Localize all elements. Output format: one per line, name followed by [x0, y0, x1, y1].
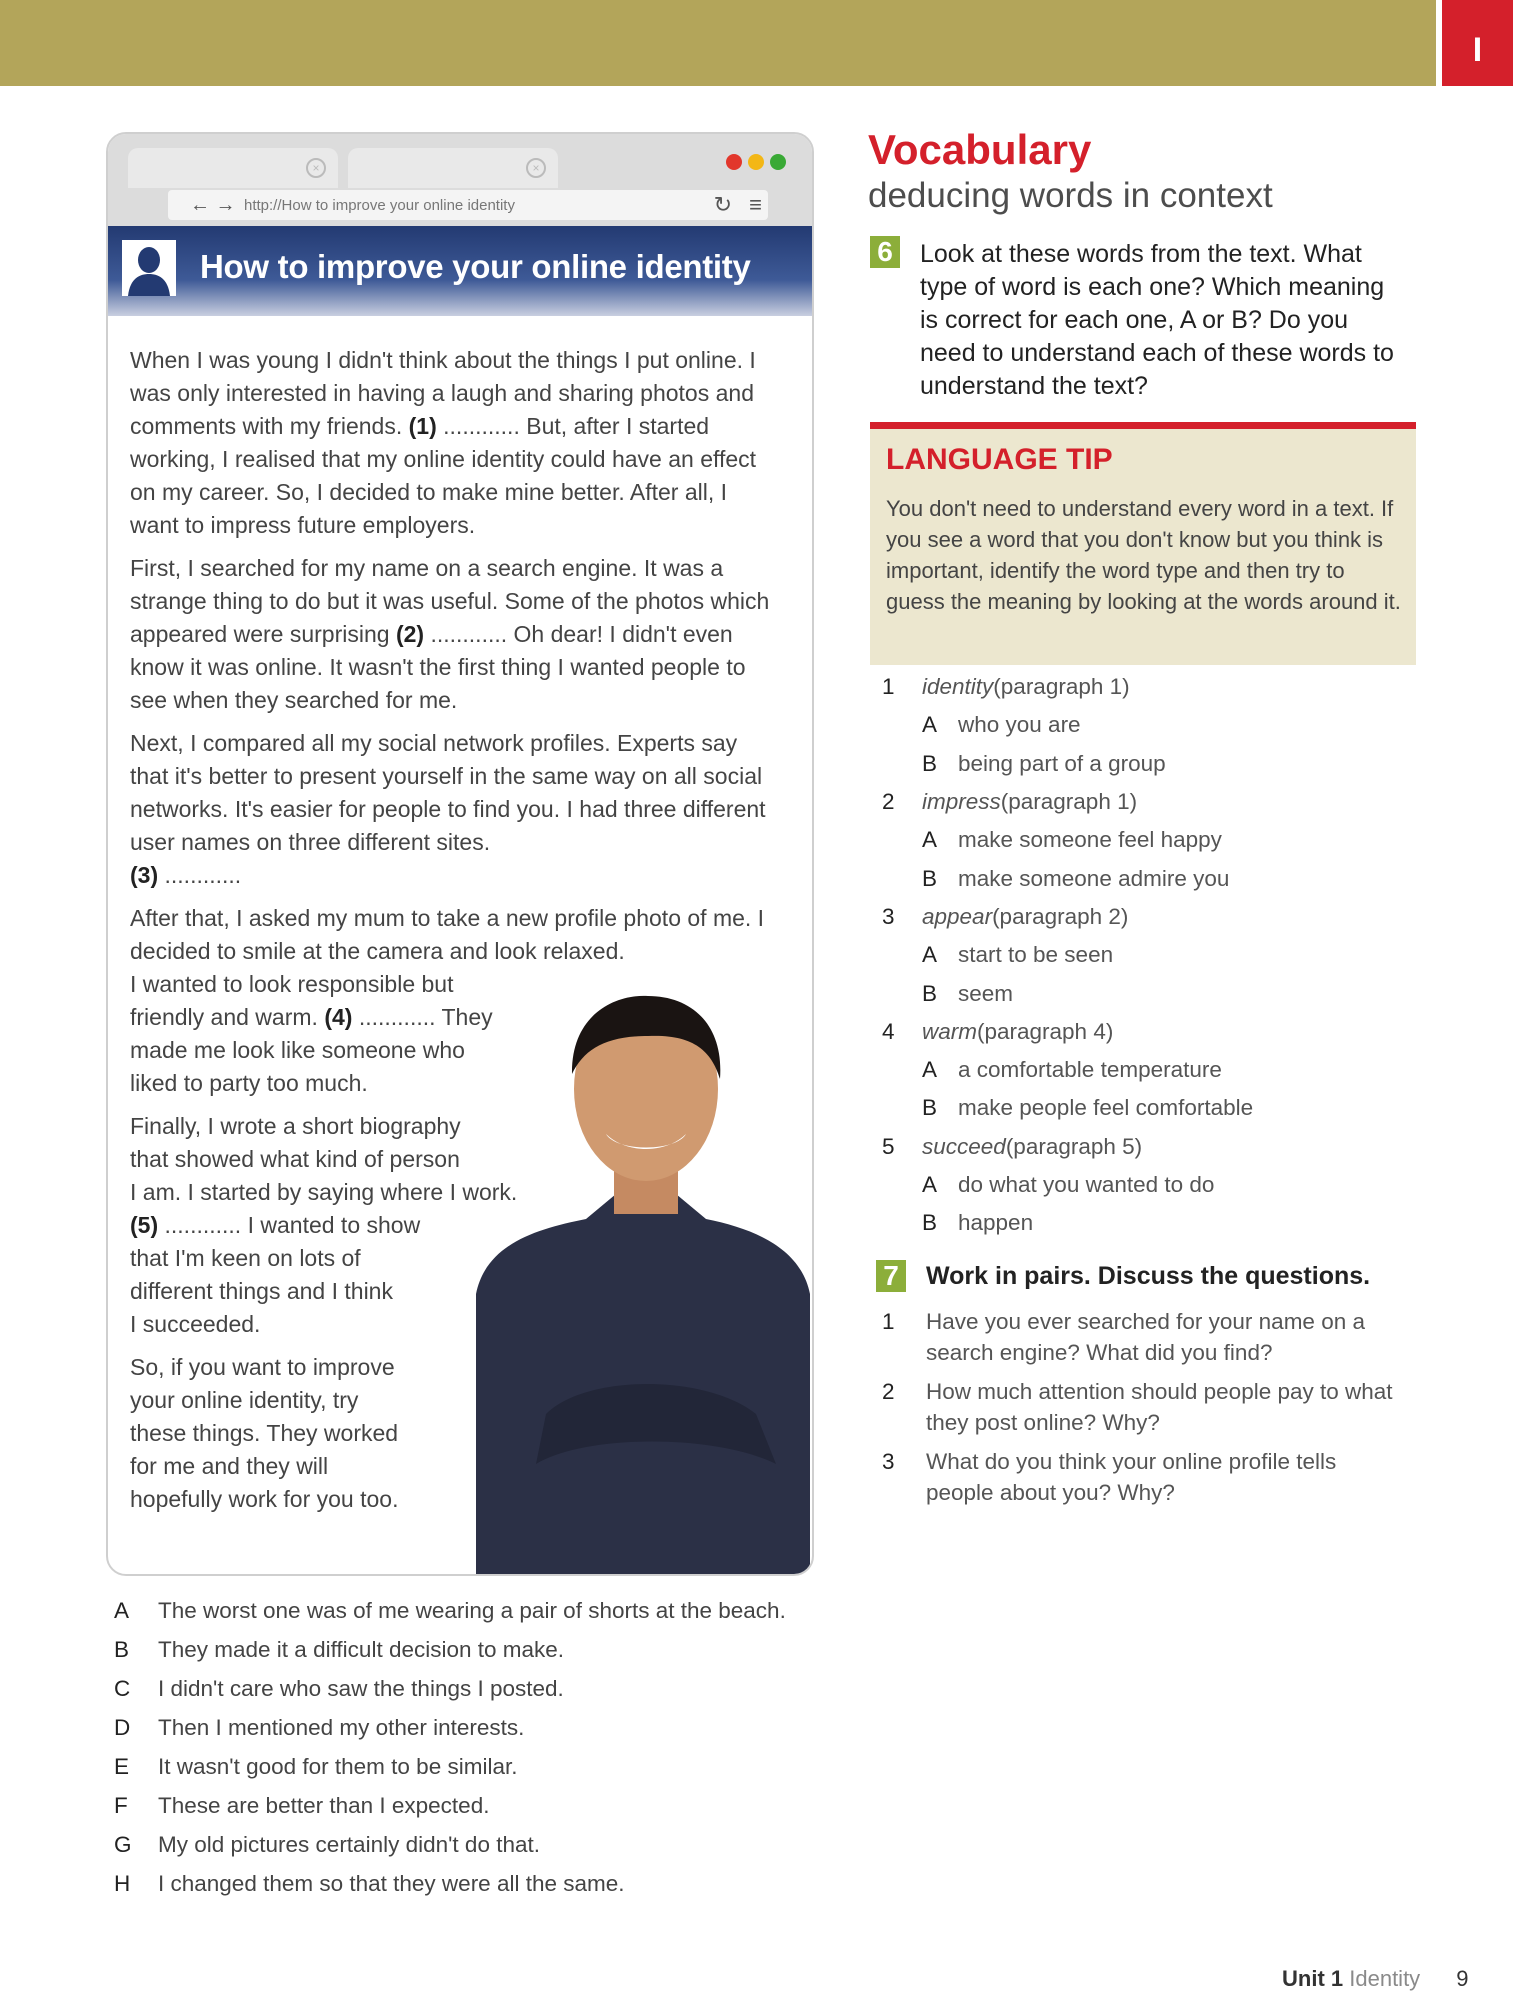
list-item: A The worst one was of me wearing a pair of shorts at the beach. [114, 1598, 786, 1623]
window-close-dot[interactable] [726, 154, 742, 170]
language-tip-box [870, 422, 1416, 665]
paragraph-6: So, if you want to improve your online identity, try these things. They worked for me and they will hopefully work for you too. [130, 1354, 399, 1512]
header-bar [0, 0, 1436, 86]
answer-option: A make someone feel happy [922, 827, 1222, 853]
answer-option: A do what you wanted to do [922, 1172, 1215, 1197]
vocab-question-list [882, 668, 1442, 1242]
discussion-question: 1 Have you ever searched for your name on a search engine? What did you find? [882, 1309, 1365, 1365]
browser-tab[interactable] [348, 148, 558, 188]
close-tab-icon[interactable]: × [526, 158, 546, 178]
discussion-question: 2 How much attention should people pay to what they post online? Why? [882, 1379, 1393, 1435]
options-list [114, 1598, 834, 1910]
list-item: D Then I mentioned my other interests. [114, 1715, 525, 1740]
paragraph-5: Finally, I wrote a short biography that showed what kind of person I am. I started by saying where I work. (5) ............ I wanted to show that I'm keen on lots of different things and I think I succeeded. [130, 1113, 518, 1337]
answer-option: A a comfortable temperature [922, 1057, 1222, 1083]
article-title: How to improve your online identity [200, 248, 751, 285]
tip-title: LANGUAGE TIP [886, 443, 1113, 476]
browser-window [106, 132, 814, 1576]
paragraph-2: First, I searched for my name on a search engine. It was a strange thing to do but it was useful. Some of the photos which appeared were surprising (2) ............ Oh dear! I didn't even know it was online. It wasn't the first thing I wanted people to see when they searched for me. [130, 555, 770, 713]
window-maximize-dot[interactable] [770, 154, 786, 170]
discussion-question: 3 What do you think your online profile tells people about you? Why? [882, 1449, 1337, 1505]
section-subtitle: deducing words in context [868, 176, 1273, 215]
answer-option: B being part of a group [922, 750, 1166, 776]
list-item: C I didn't care who saw the things I posted. [114, 1676, 564, 1701]
list-item: F These are better than I expected. [114, 1793, 490, 1818]
answer-option: B make someone admire you [922, 865, 1230, 891]
question-item: 1 identity (paragraph 1) [882, 674, 1130, 700]
answer-option: B make people feel comfortable [922, 1095, 1254, 1121]
page-footer: Unit 1 Identity 9 [1282, 1966, 1469, 1991]
profile-icon [122, 240, 176, 296]
tip-body: You don't need to understand every word in a text. If you see a word that you don't know but you think is important, identify the word type and then try to guess the meaning by looking at the words around it. [886, 496, 1401, 614]
list-item: G My old pictures certainly didn't do that. [114, 1832, 540, 1857]
man-photo [476, 994, 810, 1574]
reload-icon[interactable]: ↻ [713, 192, 732, 217]
browser-chrome [108, 134, 812, 226]
list-item: B They made it a difficult decision to make. [114, 1637, 565, 1662]
exercise-number-badge: 6 [870, 236, 900, 268]
question-item: 4 warm (paragraph 4) [882, 1018, 1114, 1044]
article-header [108, 226, 812, 316]
window-minimize-dot[interactable] [748, 154, 764, 170]
section-title: Vocabulary [868, 126, 1092, 173]
paragraph-4: After that, I asked my mum to take a new profile photo of me. I decided to smile at the camera and look relaxed. I wanted to look responsible but friendly and warm. (4) ............ They made me look like someone who liked to party too much. [130, 905, 765, 1096]
list-item: H I changed them so that they were all the same. [114, 1871, 625, 1896]
answer-option: A start to be seen [922, 942, 1114, 968]
question-item: 2 impress (paragraph 1) [882, 789, 1138, 815]
close-tab-icon[interactable]: × [306, 158, 326, 178]
unit-tab: I [1442, 0, 1513, 86]
browser-tab[interactable] [128, 148, 338, 188]
paragraph-1: When I was young I didn't think about the things I put online. I was only interested in having a laugh and sharing photos and comments with my friends. (1) ............ But, after I started working, I realised that my online identity could have an effect on my career. So, I decided to make mine better. After all, I want to impress future employers. [130, 347, 757, 538]
answer-option: B happen [922, 1210, 1034, 1236]
exercise-6-instructions: Look at these words from the text. What type of word is each one? Which meaning is correct for each one, A or B? Do you need to understand each of these words to understand the text? [920, 240, 1394, 400]
address-bar[interactable] [168, 190, 768, 220]
paragraph-3: Next, I compared all my social network profiles. Experts say that it's better to present yourself in the same way on all social networks. It's easier for people to find you. I had three different user names on three different sites. (3) ............ [130, 730, 766, 888]
menu-icon[interactable]: ≡ [749, 192, 762, 217]
exercise-7-instructions: Work in pairs. Discuss the questions. [926, 1262, 1371, 1290]
discussion-list [882, 1306, 1402, 1516]
page-number: 9 [1456, 1966, 1469, 1991]
question-item: 5 succeed (paragraph 5) [882, 1133, 1143, 1159]
answer-option: B seem [922, 980, 1014, 1006]
list-item: E It wasn't good for them to be similar. [114, 1754, 518, 1779]
url-text[interactable]: http://How to improve your online identity [244, 197, 515, 214]
question-item: 3 appear (paragraph 2) [882, 903, 1129, 929]
answer-option: A who you are [922, 712, 1081, 738]
exercise-number-badge: 7 [876, 1260, 906, 1292]
back-forward-icon[interactable]: ← → [190, 194, 236, 216]
